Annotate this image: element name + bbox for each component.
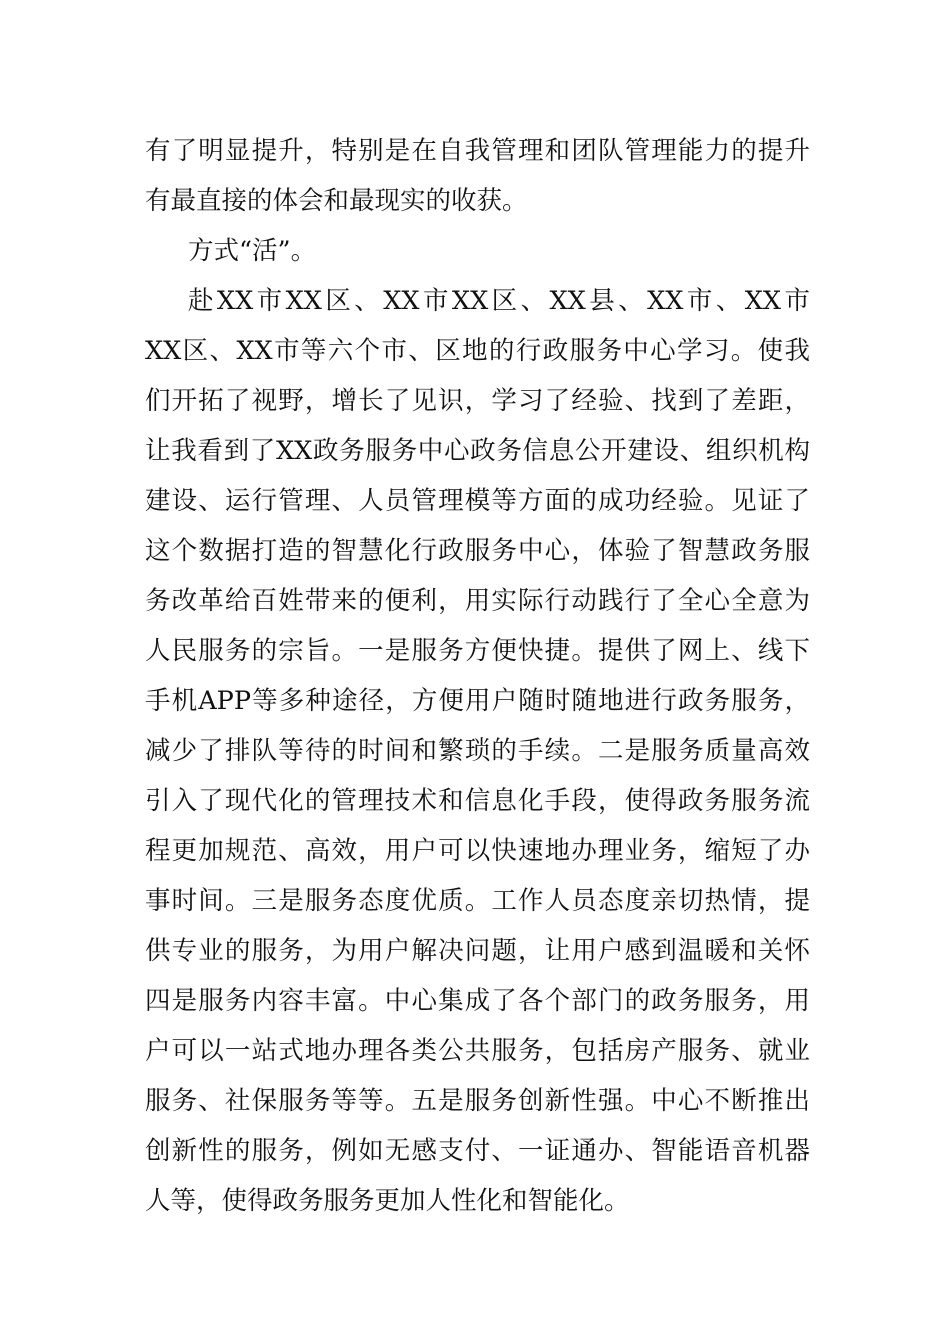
text-line-9: 这个数据打造的智慧化行政服务中心，体验了智慧政务服 <box>145 536 810 566</box>
text-line-4: 赴XX市XX区、XX市XX区、XX县、XX市、XX市 <box>188 286 810 316</box>
text-line-7: 让我看到了XX政务服务中心政务信息公开建设、组织机构 <box>145 436 810 466</box>
text-line-15: 程更加规范、高效，用户可以快速地办理业务，缩短了办 <box>145 836 810 866</box>
text-line-14: 引入了现代化的管理技术和信息化手段，使得政务服务流 <box>145 786 810 816</box>
text-line-10: 务改革给百姓带来的便利，用实际行动践行了全心全意为 <box>145 586 810 616</box>
text-line-5: XX区、XX市等六个市、区地的行政服务中心学习。使我 <box>145 336 810 366</box>
text-line-6: 们开拓了视野，增长了见识，学习了经验、找到了差距， <box>145 386 810 416</box>
text-line-22: 人等，使得政务服务更加人性化和智能化。 <box>145 1186 630 1216</box>
text-line-8: 建设、运行管理、人员管理模等方面的成功经验。见证了 <box>145 486 810 516</box>
text-line-13: 减少了排队等待的时间和繁琐的手续。二是服务质量高效 <box>145 736 810 766</box>
section-heading-line: 方式“活”。 <box>188 236 317 266</box>
text-line-21: 创新性的服务，例如无感支付、一证通办、智能语音机器 <box>145 1136 810 1166</box>
text-line-17: 供专业的服务，为用户解决问题，让用户感到温暖和关怀 <box>145 936 810 966</box>
text-line-19: 户可以一站式地办理各类公共服务，包括房产服务、就业 <box>145 1036 810 1066</box>
text-line-20: 服务、社保服务等等。五是服务创新性强。中心不断推出 <box>145 1086 810 1116</box>
text-line-2: 有最直接的体会和最现实的收获。 <box>145 186 528 216</box>
text-line-18: 四是服务内容丰富。中心集成了各个部门的政务服务，用 <box>145 986 810 1016</box>
text-line-12: 手机APP等多种途径，方便用户随时随地进行政务服务， <box>145 686 810 716</box>
text-line-1: 有了明显提升，特别是在自我管理和团队管理能力的提升 <box>145 136 810 166</box>
text-line-16: 事时间。三是服务态度优质。工作人员态度亲切热情，提 <box>145 886 810 916</box>
text-line-11: 人民服务的宗旨。一是服务方便快捷。提供了网上、线下 <box>145 636 810 666</box>
